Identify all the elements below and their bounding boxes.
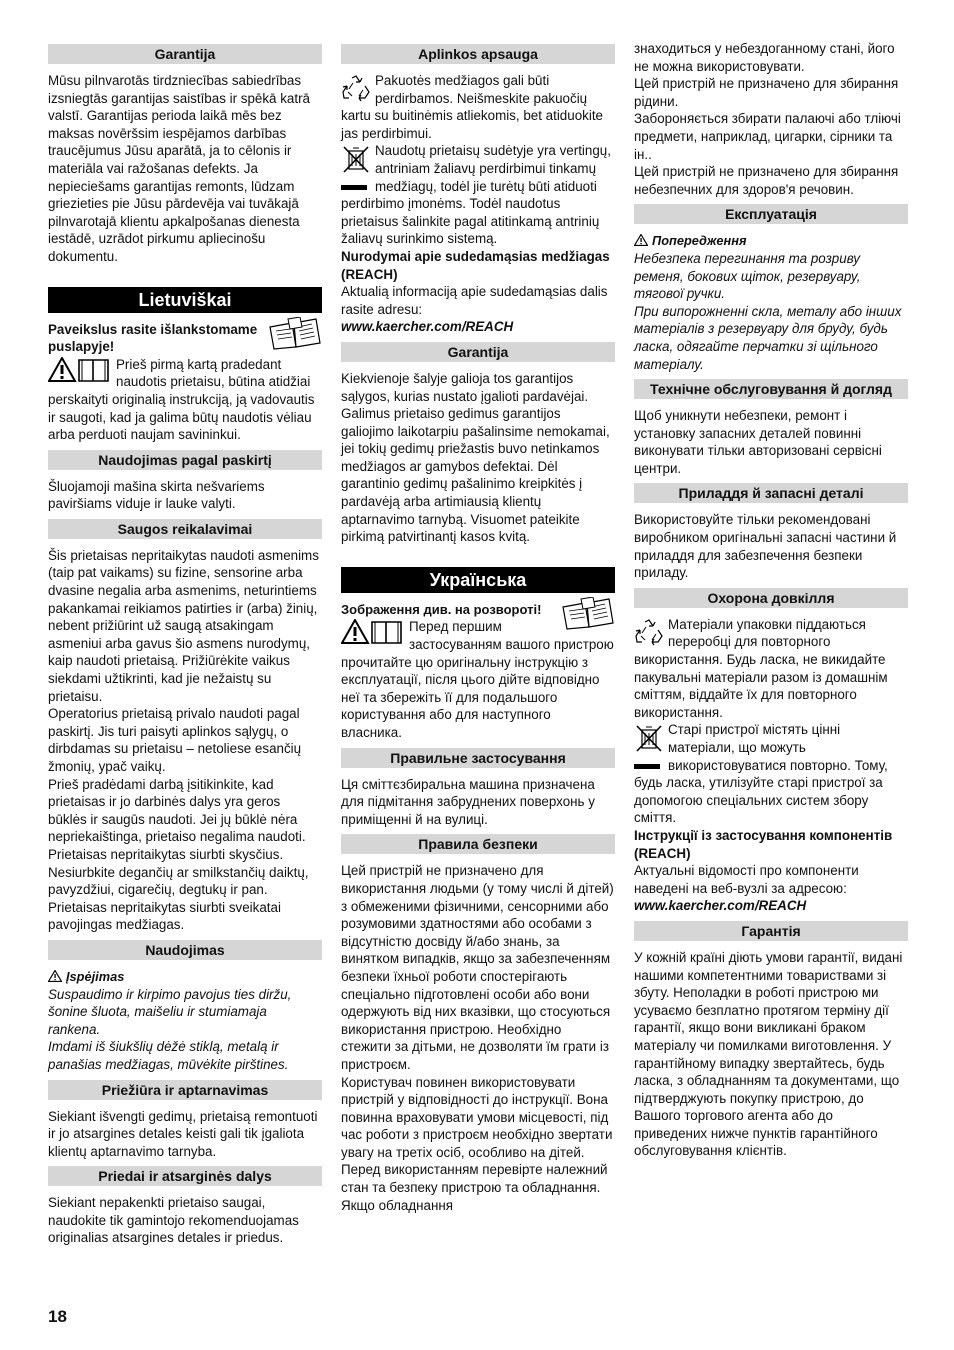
recycle-icon: [341, 74, 371, 104]
intro-paragraph: Prieš pirmą kartą pradedant naudotis prietaisu, būtina atidžiai perskaityti originalią instrukciją, ją vadovautis ir saugoti, kad ja galima būtų naudotis vėliau arba perduoti naujam savininkui.: [48, 356, 315, 443]
paragraph: Prietaisas nepritaikytas siurbti sveikatai pavojingas medžiagas.: [48, 899, 281, 933]
paragraph: Nesiurbkite degančių ar smilkstančių daiktų, pavyzdžiui, cigarečių, degtukų ir pan.: [48, 864, 309, 898]
paragraph: У кожній країні діють умови гарантії, видані нашими компетентними товариствами зі збуту. Неполадки в роботі пристрою ми усуваємо безплатно протягом терміну дії гарантії, якщо вони викликані браком матеріалу чи помилками виготовлення. У гарантійному випадку звертайтесь, будь ласка, з обладнанням та документами, що підтверджують покупку пристрою, до Вашого торгового агента або до приведених нижче пунктів гарантійного обслуговування клієнтів.: [634, 949, 903, 1159]
warning-label: Įspėjimas: [66, 968, 125, 984]
section-header: Garantija: [341, 342, 615, 362]
warning-icon: [48, 970, 62, 982]
paragraph: Використовуйте тільки рекомендовані виробником оригінальні запасні частини й приладдя для забезпечення безпеки приладу.: [634, 512, 897, 581]
section-header: Garantija: [48, 44, 322, 64]
section-header: Експлуатація: [634, 204, 908, 224]
paragraph: Перед використанням перевірте належний стан та безпеку пристрою та обладнання. Якщо обладнання: [341, 1162, 608, 1213]
recycle-icon: [634, 618, 664, 648]
section-header: Priežiūra ir aptarnavimas: [48, 1080, 322, 1100]
section-header: Priedai ir atsarginės dalys: [48, 1166, 322, 1186]
figure-note: Зображення див. на розвороті!: [341, 601, 542, 617]
language-header: Lietuviškai: [48, 287, 322, 313]
reach-title: Nurodymai apie sudedamąsias medžiagas (REACH): [341, 248, 610, 282]
paragraph: Матеріали упаковки піддаються переробці для повторного використання. Будь ласка, не викидайте пакувальні матеріали разом із домашнім сміттям, віддайте їх для повторного використання.: [634, 616, 888, 720]
paragraph: Ця сміттєзбиральна машина призначена для підмітання забруднених поверхонь у приміщенні й на вулиці.: [341, 776, 595, 827]
paragraph: Šluojamoji mašina skirta nešvariems paviršiams viduje ir lauke valyti.: [48, 478, 265, 512]
section-header: Правильне застосування: [341, 748, 615, 768]
crossed-bin-icon: [341, 144, 371, 174]
paragraph: Pakuotės medžiagos gali būti perdirbamos. Neišmeskite pakuočių kartu su buitinėmis atliekomis, bet atiduokite jas perdirbimui.: [341, 73, 603, 141]
page-number: 18: [48, 1307, 67, 1326]
paragraph: Siekiant išvengti gedimų, prietaisą remontuoti ir jo atsargines detales keisti gali tik įgaliota klientų aptarnavimo tarnyba.: [48, 1108, 318, 1159]
paragraph: Небезпека перегинання та розриву ременя, бокових щіток, резервуару, тягової ручки.: [634, 250, 861, 302]
intro-paragraph: Перед першим застосуванням вашого пристрою прочитайте цю оригінальну інструкцію з експлуатації, після цього дійте відповідно неї та збережіть її для подальшого користування або для наступного власника.: [341, 619, 614, 740]
reach-url: www.kaercher.com/REACH: [341, 319, 514, 335]
paragraph: Siekiant nepakenkti prietaiso saugai, naudokite tik gamintojo rekomenduojamas originalias atsargines detales ir priedus.: [48, 1195, 299, 1246]
warning-manual-icon: [341, 619, 403, 645]
paragraph: Aktualią informaciją apie sudedamąsias dalis rasite adresu:: [341, 284, 608, 317]
section-header: Правила безпеки: [341, 834, 615, 854]
section-header: Naudojimas pagal paskirtį: [48, 450, 322, 470]
paragraph: Prietaisas nepritaikytas siurbti skysčius.: [48, 846, 284, 862]
section-header: Saugos reikalavimai: [48, 519, 322, 539]
section-header: Гарантія: [634, 921, 908, 941]
crossed-bin-icon: [634, 723, 664, 753]
paragraph: Актуальні відомості про компоненти наведені на веб-вузлі за адресою:: [634, 863, 859, 896]
paragraph: Цей пристрій не призначено для використання людьми (у тому числі й дітей) з обмеженими фізичними, сенсорними або розумовими здатностями або особами з відсутністю досвіду й/або знань, за винятком випадків, якщо за забезпеченням безпеки їхньої роботи спостерігають спеціально підготовлені особи або вони одержують від них вказівки, що стосуються використання пристрою. Необхідно стежити за дітьми, не дозволяти їм грати із пристроєм.: [341, 863, 614, 1072]
language-header: Українська: [341, 567, 615, 593]
paragraph: знаходиться у небездоганному стані, його не можна використовувати.: [634, 41, 895, 74]
column-2: [341, 44, 615, 1214]
book-icon: [266, 317, 322, 351]
column-3: [634, 40, 908, 1160]
paragraph: Старі пристрої містять цінні матеріали, що можуть використовуватися повторно. Тому, будь ласка, утилізуйте старі пристрої за допомогою спеціальних систем збору сміття.: [634, 722, 888, 826]
bar-mark: [634, 764, 660, 769]
warning-label: Попередження: [652, 233, 747, 249]
warning-manual-icon: [48, 357, 110, 383]
section-header: Aplinkos apsauga: [341, 44, 615, 64]
section-header: Охорона довкілля: [634, 588, 908, 608]
section-header: Приладдя й запасні деталі: [634, 483, 908, 503]
section-header: Технічне обслуговування й догляд: [634, 379, 908, 399]
reach-title: Інструкції із застосування компонентів (REACH): [634, 827, 893, 861]
figure-note: Paveikslus rasite išlankstomame puslapyje!: [48, 321, 258, 355]
paragraph: Šis prietaisas nepritaikytas naudoti asmenims (taip pat vaikams) su fizine, sensorine arba dvasine negalia arba asmenims, neturintiems pakankamai reikiamos patirties ir (arba) žinių, nebent prižiūrint už saugą atsakingam asmeniui arba gavus šio asmens nurodymų, kaip naudoti prietaisą. Prižiūrėkite vaikus siekdami užtikrinti, kad jie nežaistų su prietaisu.: [48, 547, 319, 704]
paragraph: Prieš pradėdami darbą įsitikinkite, kad prietaisas ir jo darbinės dalys yra geros būklės ir saugūs naudoti. Jei jų būklė nėra nepriekaištinga, prietaiso negalima naudoti.: [48, 776, 306, 845]
reach-url: www.kaercher.com/REACH: [634, 898, 807, 914]
paragraph: Забороняється збирати палаючі або тліючі предмети, наприклад, цигарки, сірники та ін..: [634, 111, 901, 162]
paragraph: Naudotų prietaisų sudėtyje yra vertingų, antriniam žaliavų perdirbimui tinkamų medžiagų, todėl jie turėtų būti atiduoti perdirbimo įmonėms. Todėl naudotus prietaisus šalinkite pagal atitinkamą antrinių žaliavų surinkimo sistemą.: [341, 143, 611, 247]
warning-icon: [634, 234, 648, 246]
paragraph: Цей пристрій не призначено для збирання рідини.: [634, 76, 899, 109]
paragraph: При випорожненні скла, металу або інших матеріалів з резервуару для бруду, будь ласка, одягайте перчатки зі щільного матеріалу.: [634, 303, 902, 372]
section-header: Naudojimas: [48, 940, 322, 960]
paragraph: Цей пристрій не призначено для збирання небезпечних для здоров'я речовин.: [634, 164, 899, 197]
bar-mark: [341, 185, 367, 190]
paragraph: Imdami iš šiukšlių dėžė stiklą, metalą ir panašias medžiagas, mūvėkite pirštines.: [48, 1039, 289, 1072]
paragraph: Kiekvienoje šalyje galioja tos garantijos sąlygos, kurias nustato įgaliotі pardavėjai. Galimus prietaiso gedimus garantijos galiojimo laikotarpiu pašalinsime nemokamai, jei tokių gedimų priežastis buvo netinkamos medžiagos ar gamybos defektai. Dėl garantinio gedimų pašalinimo kreipkitės į pardavėją arba artimiausią klientų aptarnavimo tarnybą. Visuomet pateikite pirkimą patvirtinantį kasos kvitą.: [341, 370, 610, 545]
paragraph: Користувач повинен використовувати пристрій у відповідності до інструкції. Вона повинна враховувати умови місцевості, під час роботи з пристроєм необхідно звертати увагу на третіх осіб, особливо на дітей.: [341, 1074, 613, 1160]
column-1: [48, 44, 322, 1247]
book-icon: [559, 597, 615, 631]
paragraph: Suspaudimo ir kirpimo pavojus ties diržu, šonine šluota, maišeliu ir stumiamaja rankena.: [48, 986, 292, 1037]
paragraph: Operatorius prietaisą privalo naudoti pagal paskirtį. Jis turi paisyti aplinkos sąlygų, o dirbdamas su prietaisu – netoliese esančių žmonių, ypač vaikų.: [48, 706, 302, 774]
paragraph: Mūsu pilnvarotās tirdzniecības sabiedrības izsniegtās garantijas saistības ir spēkā katrā valstī. Garantijas perioda laikā mēs bez maksas novēršsim iespējamos darbības traucējumus Jūsu aparātā, ja to cēlonis ir materiāla vai ražošanas defekts. Ja nepieciešams garantijas remonts, lūdzam griezieties pie Jūsu pārdevēja vai tuvākajā pilnvarotajā klientu apkalpošanas dienesta iestādē, uzrādot pirkumu apliecinošu dokumentu.: [48, 73, 310, 264]
paragraph: Щоб уникнути небезпеки, ремонт і установку запасних деталей повинні виконувати тільки авторизовані сервісні центри.: [634, 408, 882, 476]
